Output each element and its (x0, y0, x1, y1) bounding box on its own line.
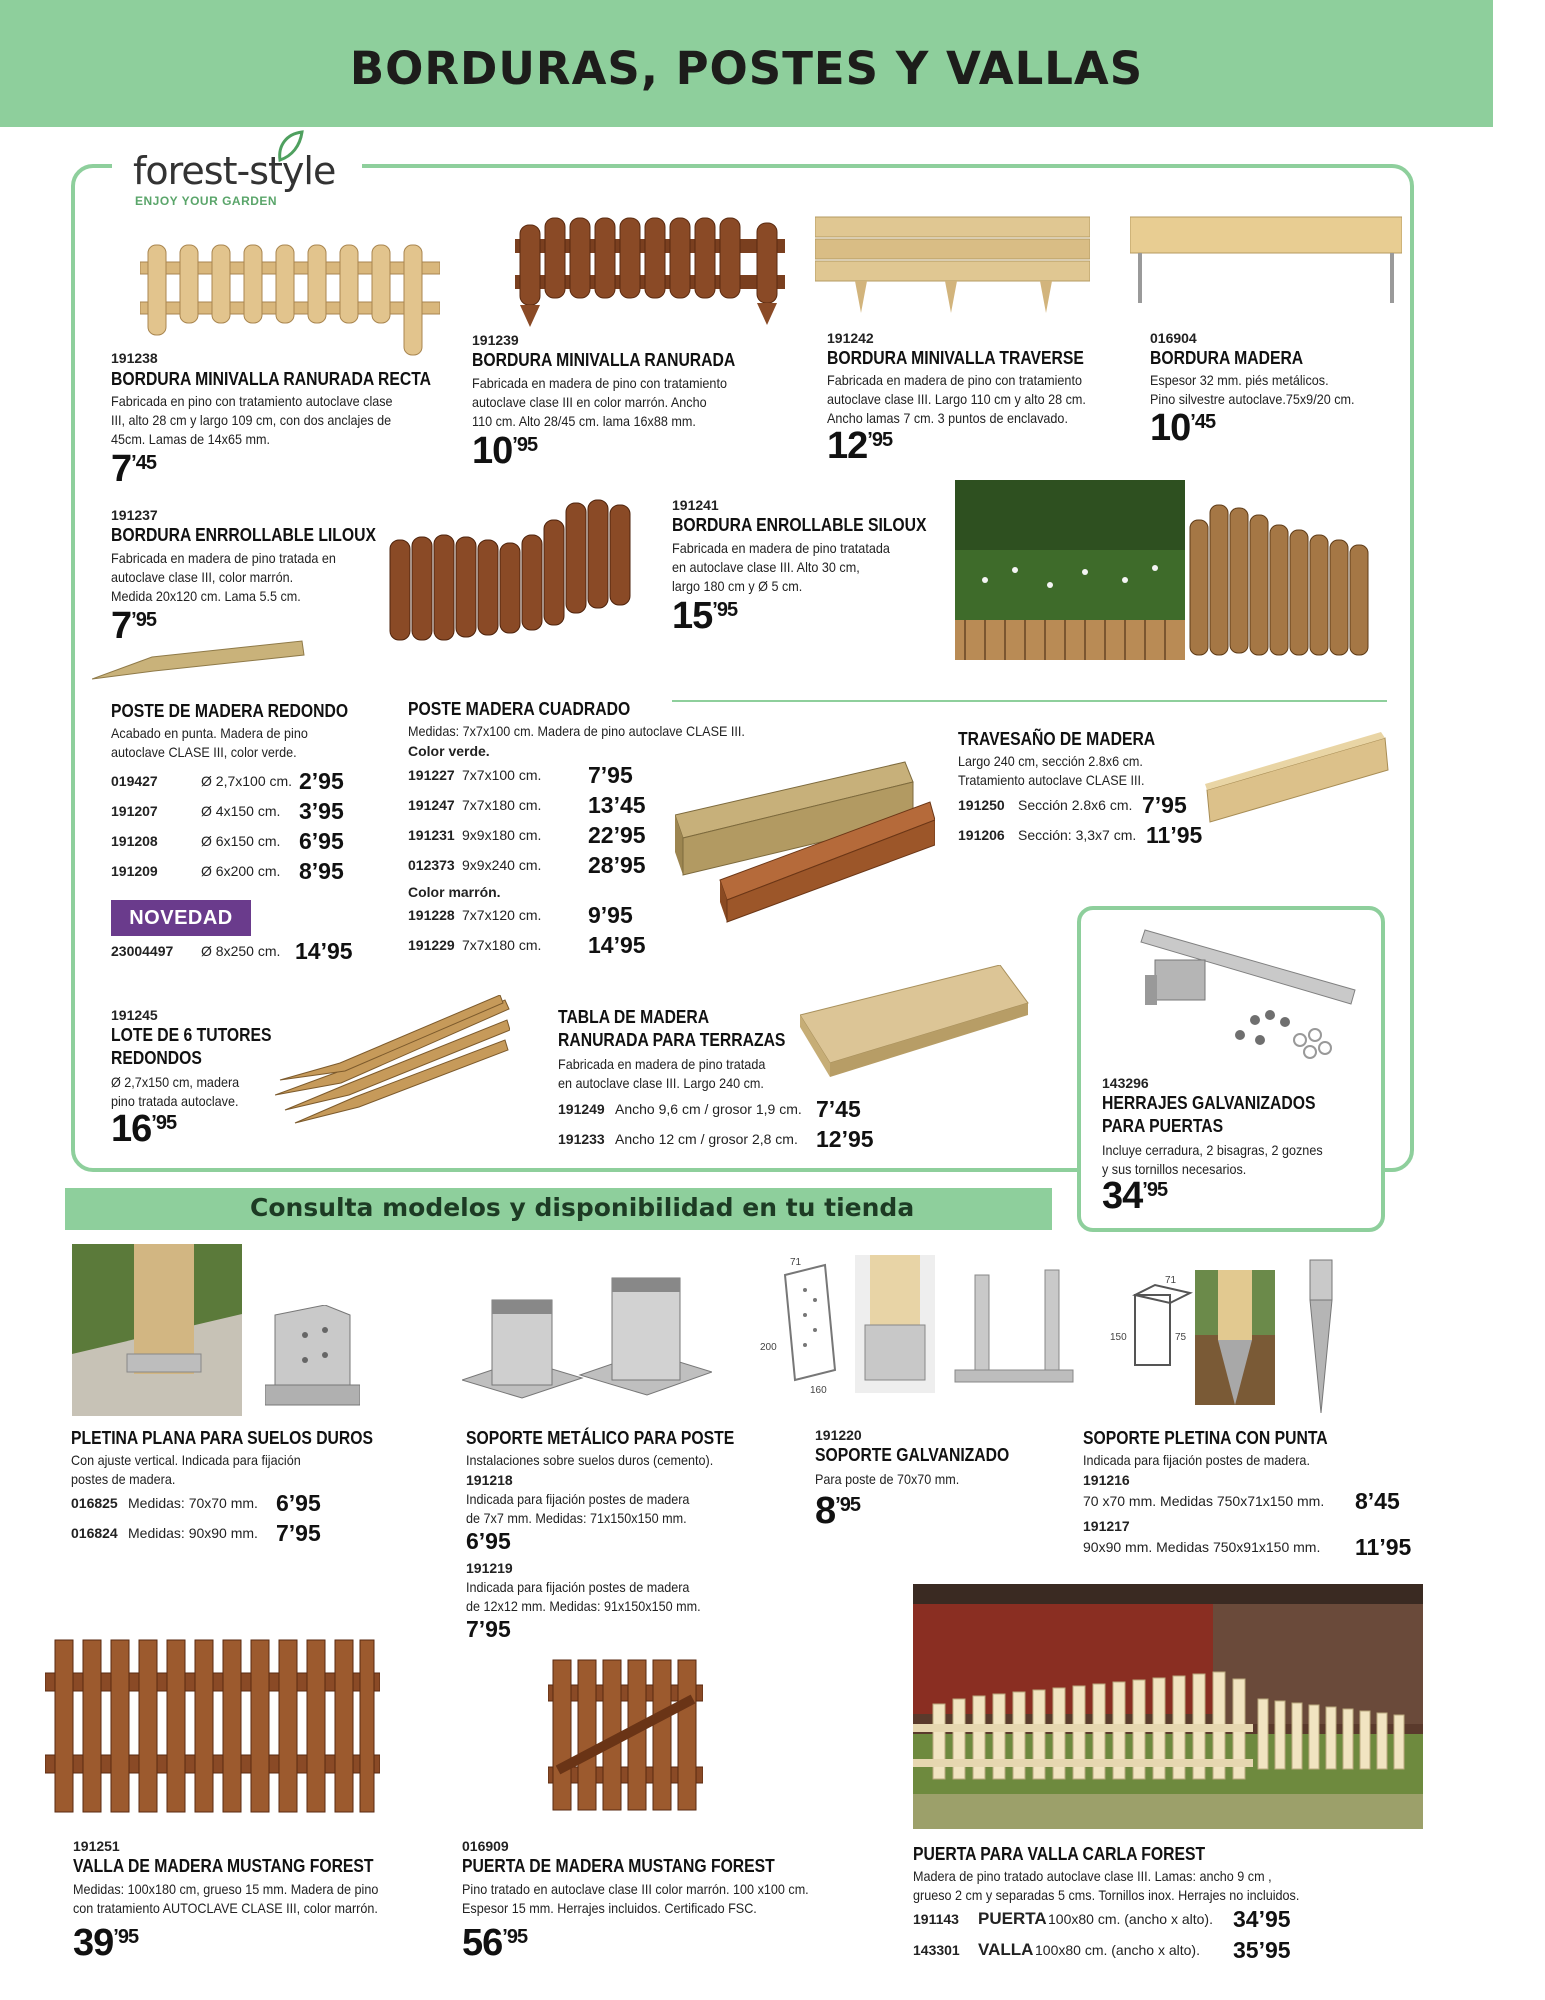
desc-line: Incluye cerradura, 2 bisagras, 2 goznes (1102, 1142, 1323, 1158)
desc-line: Fabricada en madera de pino tratada (558, 1056, 766, 1072)
product-price: $7^{’95}$ (111, 605, 156, 647)
desc-line: III, alto 28 cm y largo 109 cm, con dos anclajes de (111, 412, 392, 428)
product-name: TRAVESAÑO DE MADERA (958, 728, 1156, 749)
product-code: 191238 (111, 350, 158, 366)
product-description (1150, 371, 1384, 409)
desc-line: autoclave clase III. Largo 110 cm y alto 28 cm. (827, 391, 1086, 407)
desc-line: autoclave clase III en color marrón. Ancho (472, 394, 707, 410)
product-name: BORDURA ENROLLABLE SILOUX (672, 514, 927, 535)
product-name: VALLA DE MADERA MUSTANG FOREST (73, 1855, 374, 1876)
dim-label-c: 75 (1175, 1332, 1187, 1343)
product-name: POSTE MADERA CUADRADO (408, 698, 631, 719)
desc-line: Madera de pino tratado autoclave clase III. Lamas: ancho 9 cm , (913, 1868, 1272, 1884)
poste-cuadrado-image (675, 760, 935, 925)
product-name: BORDURA MINIVALLA TRAVERSE (827, 347, 1084, 368)
product-description (472, 374, 769, 431)
desc-line: 110 cm. Alto 28/45 cm. lama 16x88 mm. (472, 413, 696, 429)
product-code: 191239 (472, 332, 519, 348)
product-description (111, 549, 363, 606)
bordura-recta-image (140, 240, 440, 360)
product-price: $10^{’45}$ (1150, 407, 1216, 449)
desc-line: Largo 240 cm, sección 2.8x6 cm. (958, 753, 1143, 769)
desc-line: Indicada para fijación postes de madera (466, 1491, 690, 1507)
travesano-image (1205, 730, 1390, 825)
product-description (466, 1490, 727, 1528)
product-name: LOTE DE 6 TUTORES (111, 1024, 272, 1045)
product-code: 191216 (1083, 1472, 1130, 1488)
product-name: BORDURA MINIVALLA RANURADA (472, 349, 736, 370)
desc-line: Medidas: 100x180 cm, grueso 15 mm. Madera de pino (73, 1881, 379, 1897)
desc-line: de 7x7 mm. Medidas: 71x150x150 mm. (466, 1510, 687, 1526)
pletina-image (265, 1305, 360, 1410)
product-description (71, 1451, 332, 1489)
product-name: PUERTA DE MADERA MUSTANG FOREST (462, 1855, 775, 1876)
tutores-image (275, 995, 510, 1130)
product-code: 191220 (815, 1427, 862, 1443)
product-description (73, 1880, 415, 1918)
desc-line: 45cm. Lamas de 14x65 mm. (111, 431, 270, 447)
desc-line: Medida 20x120 cm. Lama 5.5 cm. (111, 588, 301, 604)
product-description: Para poste de 70x70 mm. (815, 1471, 960, 1487)
desc-line: autoclave clase III, color marrón. (111, 569, 294, 585)
product-price: $12^{’95}$ (827, 425, 893, 467)
desc-line: pino tratada autoclave. (111, 1093, 239, 1109)
product-price: $10^{’95}$ (472, 430, 538, 472)
section-divider (672, 700, 1387, 702)
soporte-punta-image (1110, 1255, 1340, 1415)
product-description (913, 1867, 1363, 1905)
product-name: PUERTA PARA VALLA CARLA FOREST (913, 1843, 1206, 1864)
herrajes-image (1125, 920, 1365, 1070)
product-price: $56^{’95}$ (462, 1922, 528, 1964)
poste-redondo-image (92, 635, 307, 685)
product-name: BORDURA MADERA (1150, 347, 1304, 368)
product-price: $7^{’45}$ (111, 448, 156, 490)
desc-line: autoclave CLASE III, color verde. (111, 744, 297, 760)
dim-label-b: 200 (760, 1342, 777, 1353)
product-description: Instalaciones sobre suelos duros (cemento). (466, 1452, 714, 1468)
dim-label-c: 160 (810, 1385, 827, 1395)
dim-label-a: 71 (1165, 1275, 1177, 1286)
bordura-siloux-image (1185, 500, 1375, 660)
product-description (827, 371, 1115, 428)
desc-line: Fabricada en madera de pino con tratamiento (827, 372, 1082, 388)
puerta-mustang-image (548, 1655, 703, 1815)
product-name: PARA PUERTAS (1102, 1115, 1224, 1136)
product-price: $16^{’95}$ (111, 1108, 177, 1150)
product-description: Medidas: 7x7x100 cm. Madera de pino autoclave CLASE III. (408, 723, 745, 739)
product-code: 191241 (672, 497, 719, 513)
product-name: REDONDOS (111, 1047, 202, 1068)
desc-line: Ancho lamas 7 cm. 3 puntos de enclavado. (827, 410, 1068, 426)
desc-line: Acabado en punta. Madera de pino (111, 725, 308, 741)
desc-line: Espesor 15 mm. Herrajes incluidos. Certificado FSC. (462, 1900, 757, 1916)
product-price: $8^{’95}$ (815, 1490, 860, 1532)
product-code: 191219 (466, 1560, 513, 1576)
product-price: 6’95 (466, 1528, 511, 1554)
product-name: POSTE DE MADERA REDONDO (111, 700, 349, 721)
consulta-text: Consulta modelos y disponibilidad en tu tienda (250, 1193, 915, 1222)
soporte-metalico-image (462, 1270, 712, 1400)
product-code: 191245 (111, 1007, 158, 1023)
product-description (466, 1578, 736, 1616)
desc-line: Fabricada en madera de pino tratada en (111, 550, 336, 566)
product-name: BORDURA ENRROLLABLE LILOUX (111, 524, 376, 545)
product-name: RANURADA PARA TERRAZAS (558, 1029, 786, 1050)
product-description (958, 752, 1183, 790)
desc-line: Con ajuste vertical. Indicada para fijación (71, 1452, 301, 1468)
product-price: $15^{’95}$ (672, 595, 738, 637)
product-price: $39^{’95}$ (73, 1922, 139, 1964)
product-name: BORDURA MINIVALLA RANURADA RECTA (111, 368, 432, 389)
product-name: SOPORTE METÁLICO PARA POSTE (466, 1427, 735, 1448)
desc-line: Pino silvestre autoclave.75x9/20 cm. (1150, 391, 1355, 407)
product-code: 016909 (462, 1838, 509, 1854)
product-description (462, 1880, 858, 1918)
garden-border-photo (955, 480, 1185, 660)
desc-line: en autoclave clase III. Largo 240 cm. (558, 1075, 764, 1091)
brand-tagline: ENJOY YOUR GARDEN (135, 194, 278, 208)
desc-line: con tratamiento AUTOCLAVE CLASE III, color marrón. (73, 1900, 378, 1916)
product-code: 191237 (111, 507, 158, 523)
desc-line: Fabricada en madera de pino tratatada (672, 540, 890, 556)
dim-label-a: 71 (790, 1257, 802, 1268)
desc-line: grueso 2 cm y separadas 5 cms. Tornillos inox. Herrajes no incluidos. (913, 1887, 1300, 1903)
product-name: SOPORTE PLETINA CON PUNTA (1083, 1427, 1328, 1448)
dim-label-b: 150 (1110, 1332, 1127, 1343)
soporte-galvanizado-image (760, 1255, 1080, 1395)
product-price: 7’95 (466, 1616, 511, 1642)
brand-logo: forest-style (133, 149, 336, 193)
bordura-liloux-image (385, 495, 640, 645)
bordura-traverse-image (815, 215, 1090, 315)
product-description (111, 392, 435, 449)
tabla-image (800, 965, 1030, 1085)
product-name: HERRAJES GALVANIZADOS (1102, 1092, 1316, 1113)
product-code: 191251 (73, 1838, 120, 1854)
desc-line: Fabricada en pino con tratamiento autoclave clase (111, 393, 393, 409)
product-description (111, 724, 345, 762)
product-description (558, 1055, 792, 1093)
color-label: Color marrón. (408, 884, 501, 900)
product-name: PLETINA PLANA PARA SUELOS DUROS (71, 1427, 374, 1448)
color-label: Color verde. (408, 743, 490, 759)
product-description (1102, 1141, 1345, 1179)
product-price: $34^{’95}$ (1102, 1175, 1168, 1217)
bordura-ranurada-image (515, 215, 785, 330)
pletina-installed-photo (72, 1244, 242, 1416)
desc-line: Pino tratado en autoclave clase III color marrón. 100 x100 cm. (462, 1881, 809, 1897)
product-code: 143296 (1102, 1075, 1149, 1091)
desc-line: Fabricada en madera de pino con tratamiento (472, 375, 727, 391)
bordura-madera-image (1130, 215, 1402, 305)
desc-line: Indicada para fijación postes de madera (466, 1579, 690, 1595)
desc-line: y sus tornillos necesarios. (1102, 1161, 1247, 1177)
product-name: TABLA DE MADERA (558, 1006, 710, 1027)
desc-line: Ø 2,7x150 cm, madera (111, 1074, 240, 1090)
product-description (672, 539, 906, 596)
product-description: Indicada para fijación postes de madera. (1083, 1452, 1310, 1468)
puerta-carla-photo (913, 1584, 1423, 1829)
desc-line: de 12x12 mm. Medidas: 91x150x150 mm. (466, 1598, 701, 1614)
product-description (111, 1073, 291, 1111)
desc-line: Tratamiento autoclave CLASE III. (958, 772, 1145, 788)
product-code: 191218 (466, 1472, 513, 1488)
product-name: SOPORTE GALVANIZADO (815, 1444, 1010, 1465)
valla-mustang-image (45, 1635, 380, 1817)
product-code: 016904 (1150, 330, 1197, 346)
desc-line: postes de madera. (71, 1471, 176, 1487)
novedad-badge: NOVEDAD (111, 900, 251, 936)
desc-line: largo 180 cm y Ø 5 cm. (672, 578, 803, 594)
page-title: BORDURAS, POSTES Y VALLAS (349, 42, 1144, 95)
product-code: 191217 (1083, 1518, 1130, 1534)
product-code: 191242 (827, 330, 874, 346)
desc-line: en autoclave clase III. Alto 30 cm, (672, 559, 860, 575)
desc-line: Espesor 32 mm. piés metálicos. (1150, 372, 1329, 388)
